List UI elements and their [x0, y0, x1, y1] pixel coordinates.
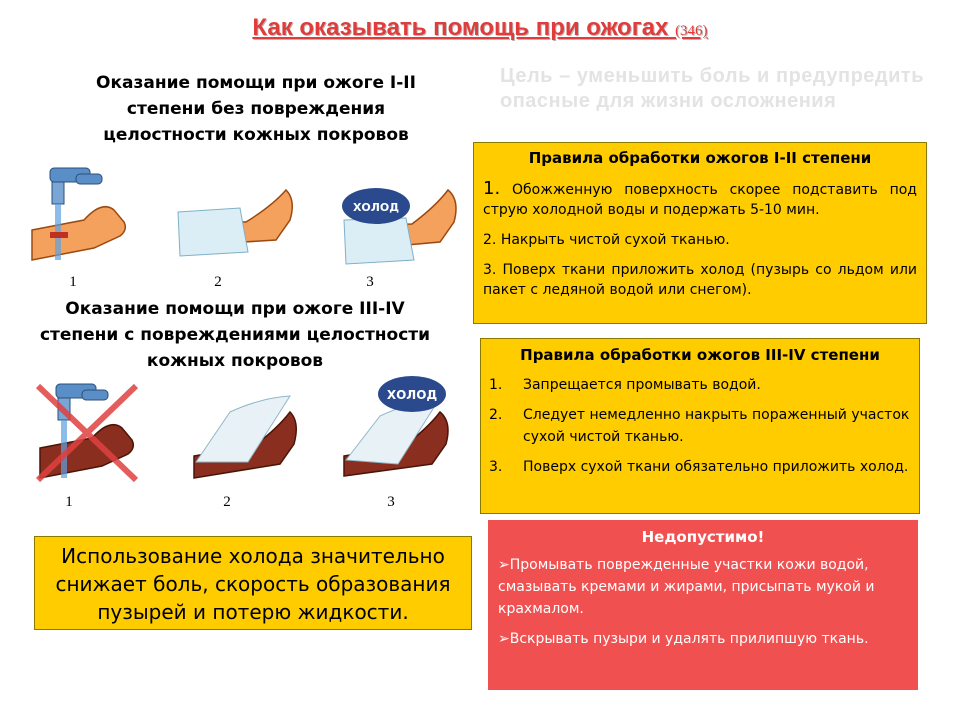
cold-pack-label: ХОЛОД	[352, 201, 400, 214]
step-number: 1	[65, 494, 73, 510]
section1-heading: Оказание помощи при ожоге I-II степени без повреждения целостности кожных покровов	[96, 73, 416, 145]
rules-12-item: 1. Обожженную поверхность скорее подставить под струю холодной воды и подержать 5-10 мин.	[483, 178, 917, 218]
step-number: 2	[223, 494, 231, 510]
illustration-cold-pack	[340, 160, 465, 270]
bullet-arrow-icon: ➢	[498, 557, 510, 573]
rules-12-item: 3. Поверх ткани приложить холод (пузырь со льдом или пакет с ледяной водой или снегом).	[483, 262, 917, 298]
rules-12-title: Правила обработки ожогов I-II степени	[528, 149, 872, 167]
illustration-no-water	[32, 378, 144, 486]
forbidden-item: ➢Промывать поврежденные участки кожи водой, смазывать кремами и жирами, присыпать мукой и крахмалом.	[498, 557, 875, 617]
illustration-cloth-burned	[190, 392, 302, 484]
rules-12-box	[473, 142, 927, 324]
illustration-cold-burned	[340, 372, 465, 484]
illustration-cold-water	[24, 160, 134, 270]
cold-pack-label: ХОЛОД	[386, 388, 438, 402]
rules-34-box	[480, 338, 920, 514]
step-number: 2	[214, 274, 222, 290]
step-number: 3	[366, 274, 374, 290]
forbidden-item: ➢Вскрывать пузыри и удалять прилипшую ткань.	[498, 631, 869, 647]
cold-note-text: Использование холода значительно снижает боль, скорость образования пузырей и потерю жидкости.	[55, 544, 451, 624]
page-title	[0, 14, 960, 42]
rules-34-item: 3. Поверх сухой ткани обязательно приложить холод.	[489, 459, 909, 475]
section2-heading: Оказание помощи при ожоге III-IV степени с повреждениями целостности кожных покровов	[39, 299, 431, 371]
step-number: 1	[69, 274, 77, 290]
forbidden-title: Недопустимо!	[641, 528, 765, 546]
illustration-dry-cloth	[176, 160, 301, 270]
goal-text: Цель – уменьшить боль и предупредить опасные для жизни осложнения	[500, 65, 924, 112]
cold-note-box	[34, 536, 472, 630]
bullet-arrow-icon: ➢	[498, 631, 510, 647]
step-number: 3	[387, 494, 395, 510]
forbidden-box	[488, 520, 918, 690]
title-text: Как оказывать помощь при ожогах	[252, 14, 669, 41]
rules-12-item: 2. Накрыть чистой сухой тканью.	[483, 232, 730, 248]
rules-34-item: 1. Запрещается промывать водой.	[489, 377, 761, 393]
rules-34-title: Правила обработки ожогов III-IV степени	[520, 346, 880, 364]
title-number: (346)	[675, 23, 708, 39]
rules-34-item: 2. Следует немедленно накрыть пораженный участок сухой чистой тканью.	[489, 407, 910, 445]
